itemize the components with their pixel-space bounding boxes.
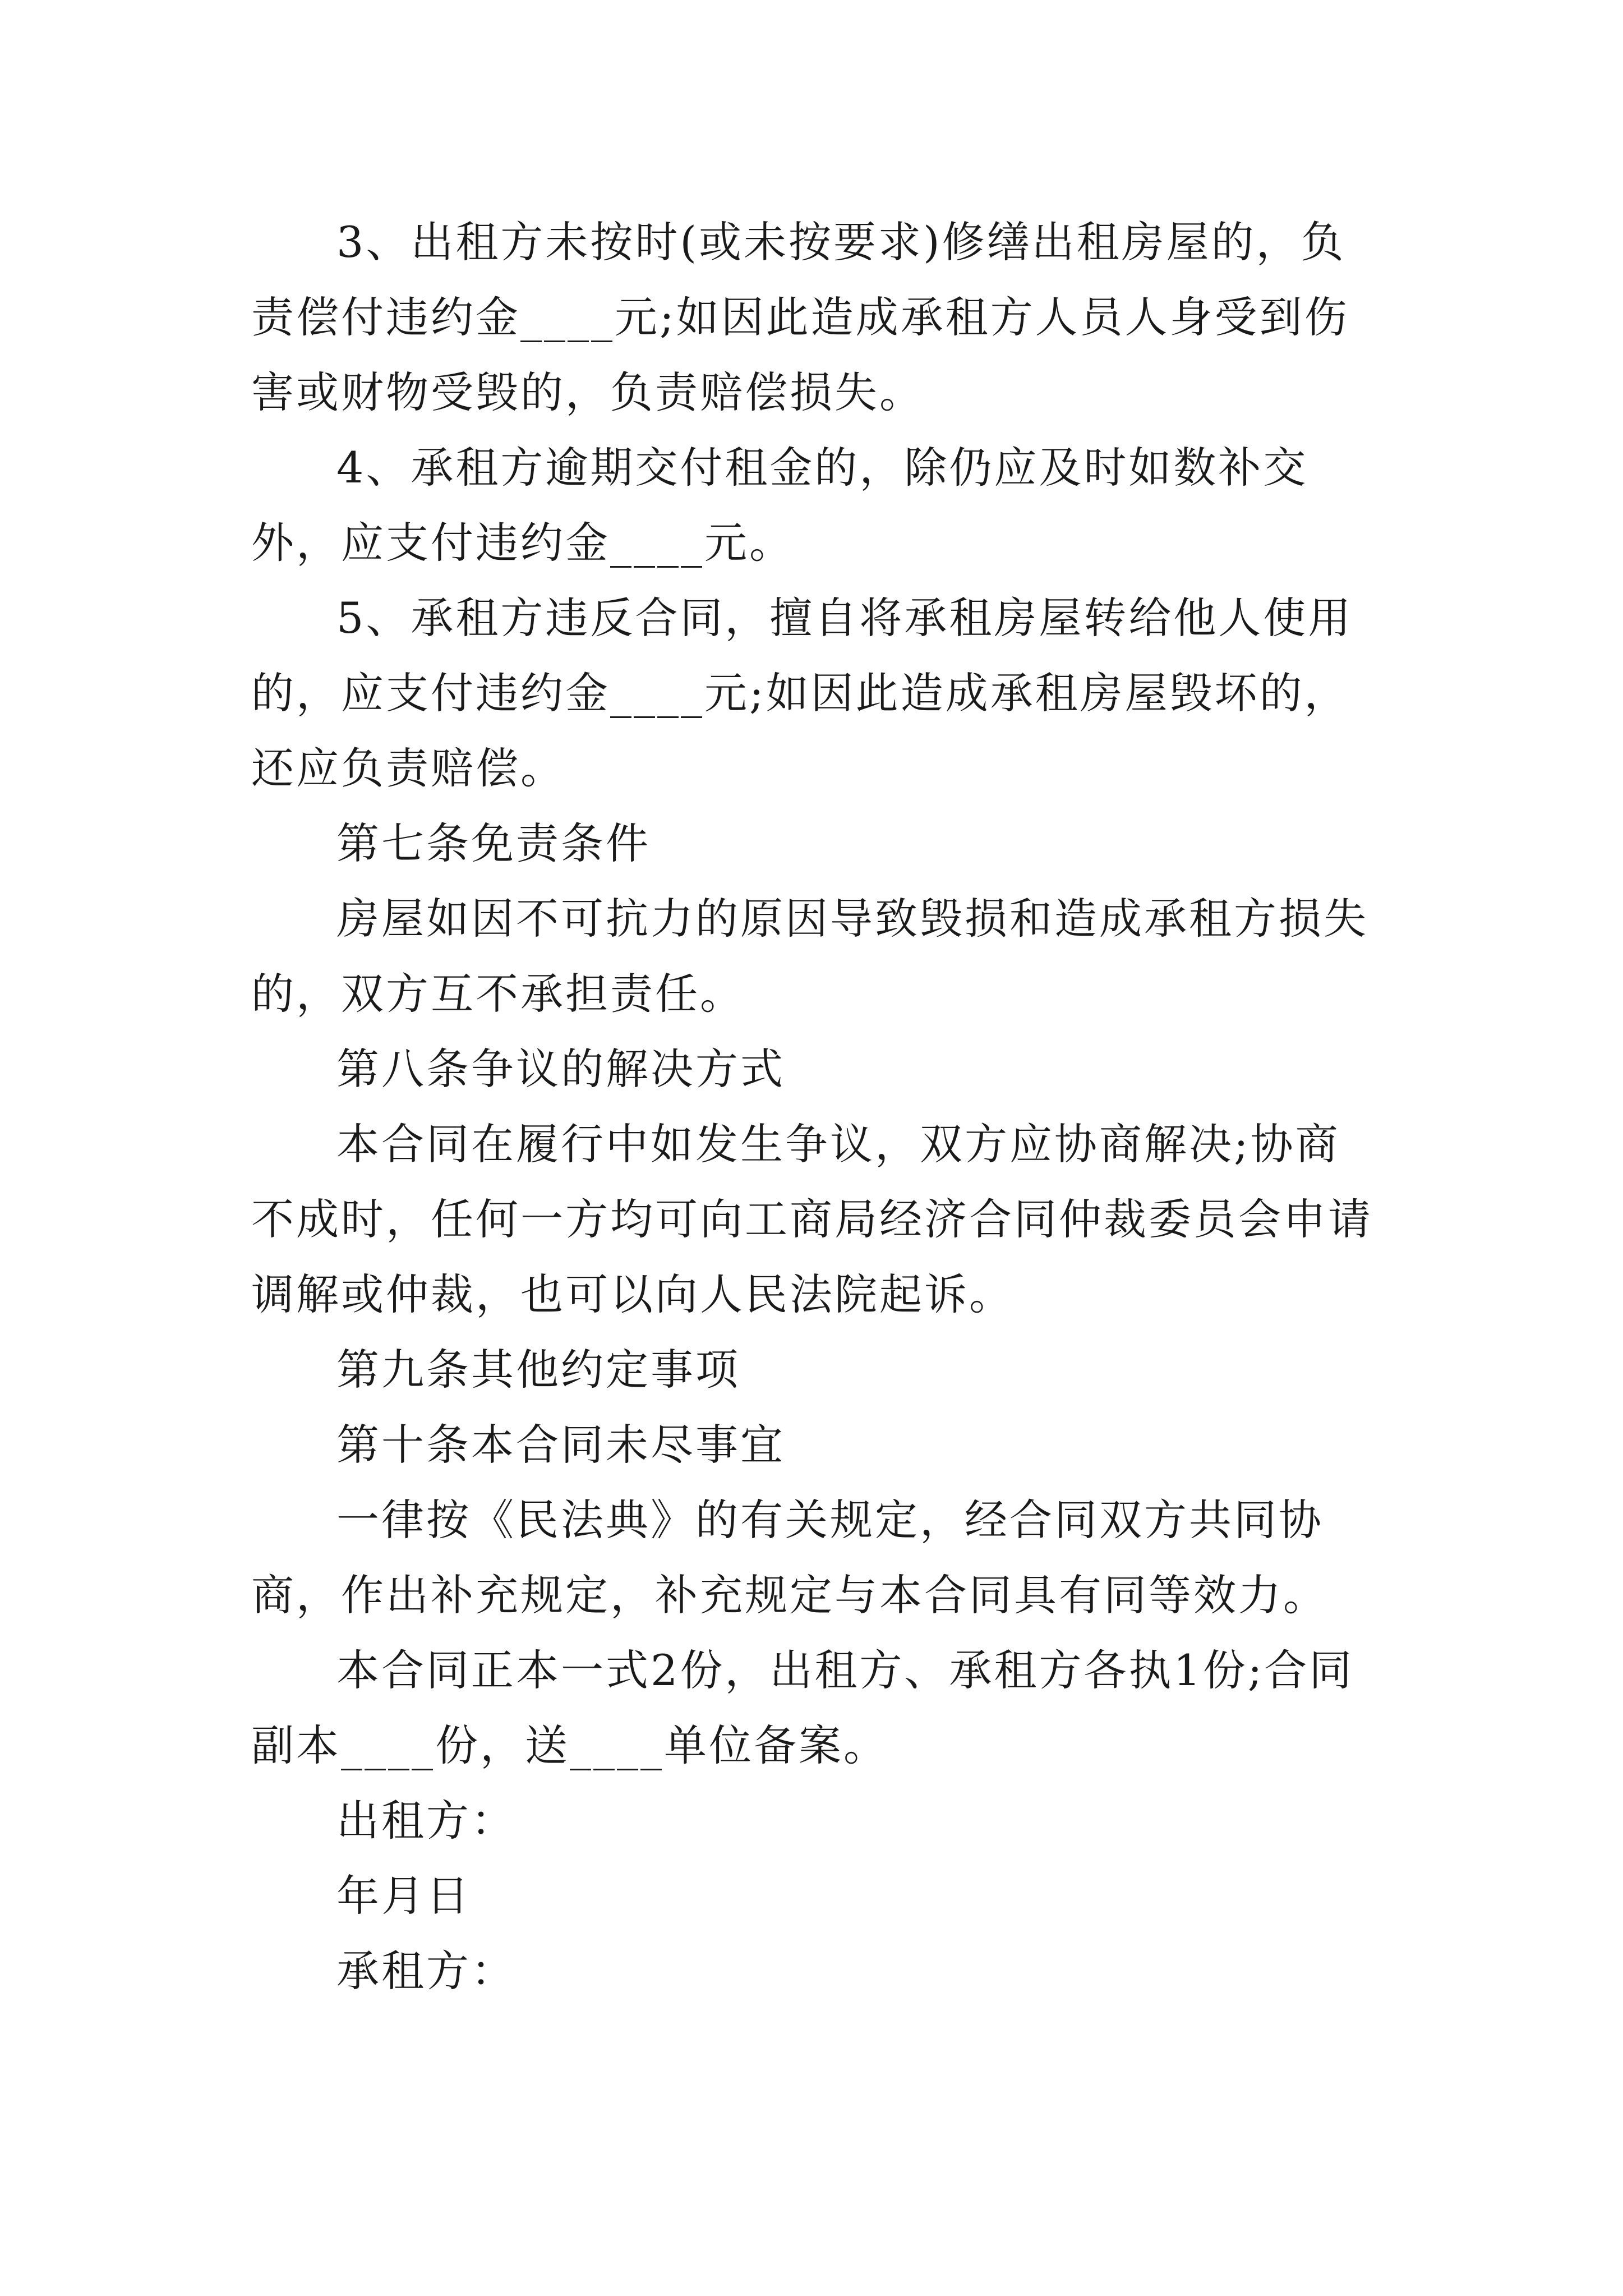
paragraph-clause-6-4: 4、承租方逾期交付租金的，除仍应及时如数补交外，应支付违约金____元。: [251, 443, 1308, 568]
document-body: [251, 205, 1373, 2009]
article-9-heading: 第九条其他约定事项: [336, 1345, 740, 1395]
lessee-signature-label: 承租方：: [336, 1946, 516, 1996]
copies-clause: 本合同正本一式2份，出租方、承租方各执1份;合同副本____份，送____单位备案。: [251, 1645, 1354, 1770]
date-label: 年月日: [336, 1871, 471, 1921]
article-10-heading: 第十条本合同未尽事宜: [336, 1420, 785, 1470]
paragraph-clause-6-3: 3、出租方未按时(或未按要求)修缮出租房屋的，负责偿付违约金____元;如因此造成承租方人员人身受到伤害或财物受毁的，负责赔偿损失。: [251, 217, 1349, 417]
lessor-signature-label: 出租方：: [336, 1796, 516, 1846]
article-8-body: 本合同在履行中如发生争议，双方应协商解决;协商不成时，任何一方均可向工商局经济合同仲裁委员会申请调解或仲裁，也可以向人民法院起诉。: [251, 1119, 1373, 1319]
article-7-body: 房屋如因不可抗力的原因导致毁损和造成承租方损失的，双方互不承担责任。: [251, 894, 1368, 1019]
paragraph-clause-6-5: 5、承租方违反合同，擅自将承租房屋转给他人使用的，应支付违约金____元;如因此造成承租房屋毁坏的，还应负责赔偿。: [251, 593, 1353, 793]
article-10-body: 一律按《民法典》的有关规定，经合同双方共同协商，作出补充规定，补充规定与本合同具有同等效力。: [251, 1495, 1328, 1620]
article-7-heading: 第七条免责条件: [336, 818, 651, 868]
article-8-heading: 第八条争议的解决方式: [336, 1044, 785, 1094]
